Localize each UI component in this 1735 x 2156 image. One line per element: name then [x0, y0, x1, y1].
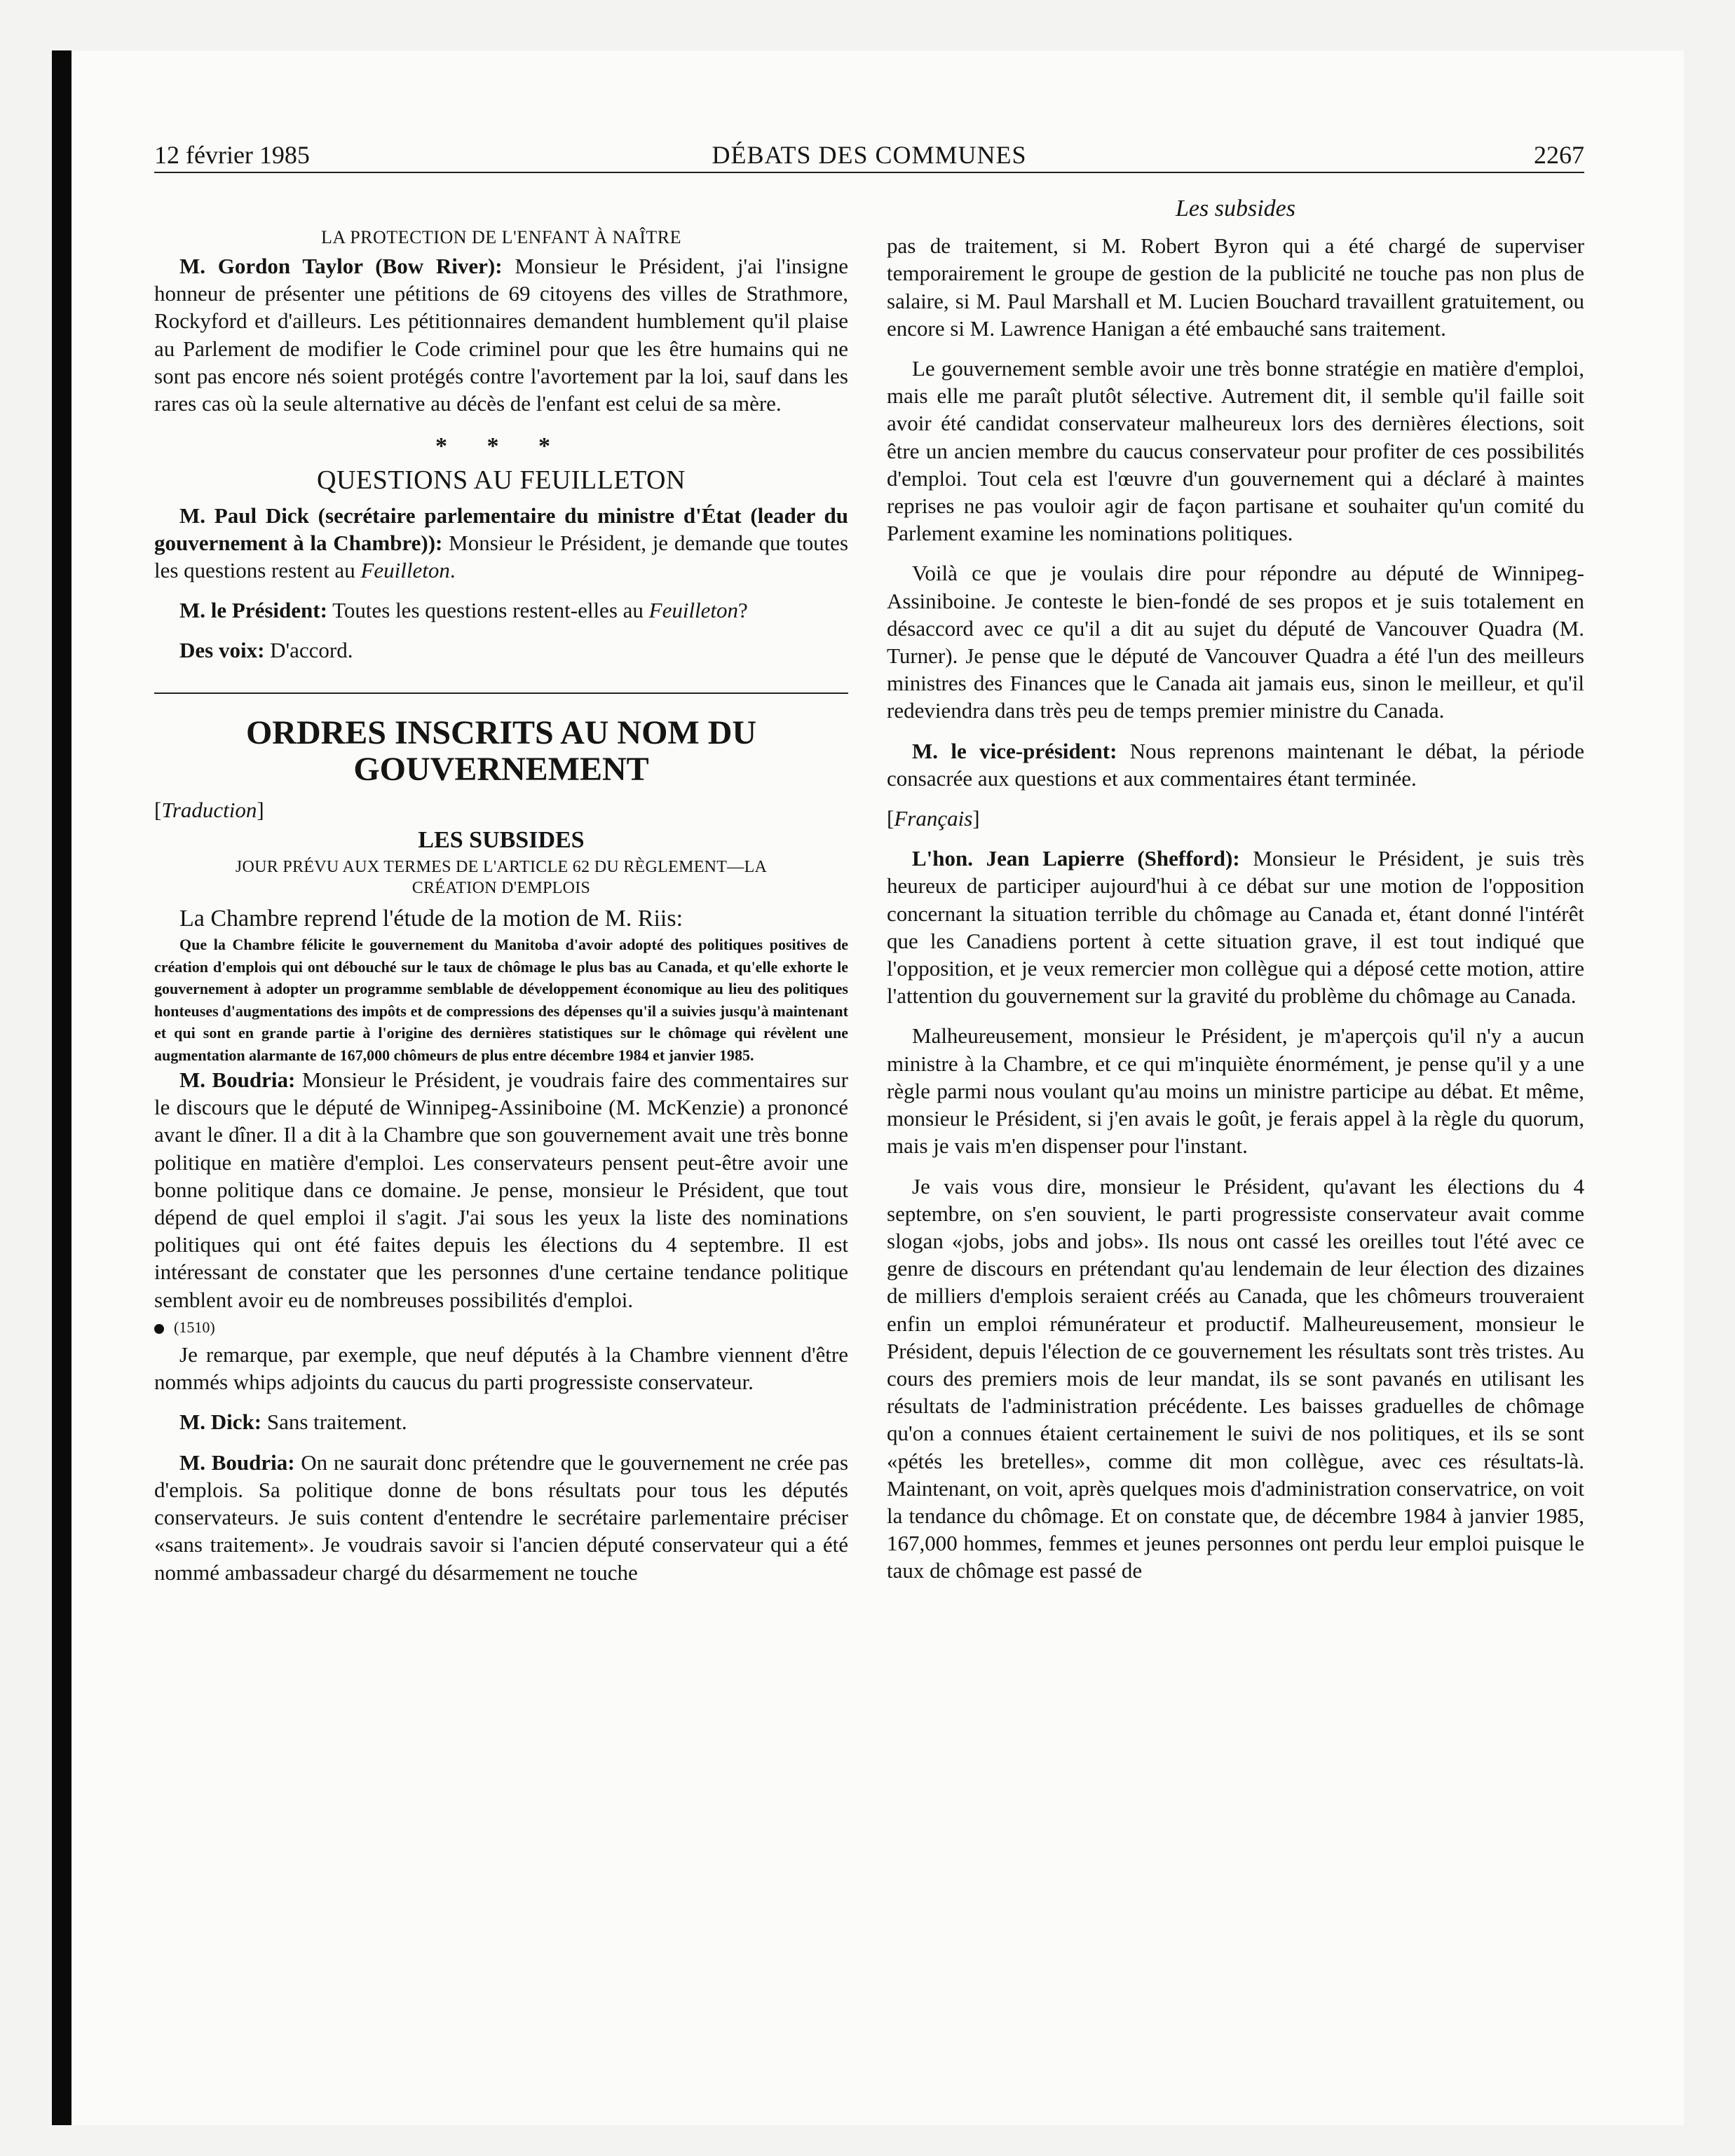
- speaker-name: M. Boudria:: [179, 1449, 295, 1475]
- paragraph: Le gouvernement semble avoir une très bonne stratégie en matière d'emploi, mais elle me paraît plutôt sélective. Autrement dit, il semble qu'il faille soit avoir été candidat conservateur malheureux lors des dernières élections, soit être un ancien membre du caucus conservateur pour profiter de ces possibilités d'emploi. Tout cela est l'œuvre d'un gouvernement qui a déclaré à maintes reprises ne pas vouloir agir de façon partisane et souhaiter qu'un comité du Parlement examine les nominations politiques.: [887, 356, 1584, 546]
- section-rule: [154, 692, 848, 694]
- speaker-name: M. Boudria:: [179, 1067, 296, 1093]
- orders-heading: [154, 715, 848, 788]
- time-marker: [154, 1314, 848, 1341]
- orders-heading-line-2: GOUVERNEMENT: [353, 750, 649, 788]
- motion-intro: La Chambre reprend l'étude de la motion de M. Riis:: [179, 906, 683, 932]
- subsides-subheading: [154, 857, 848, 899]
- petition-text: Monsieur le Président, j'ai l'insigne honneur de présenter une pétitions de 69 citoyens des villes de Strathmore, Rockyford et d'ailleurs. Les pétitionnaires demandent humblement qu'il plaise au Parlement de modifier le Code criminel pour que les être humains qui ne sont pas encore nés soient protégés contre l'avortement par la loi, sauf dans les rares cas où la seule alternative au décès de l'enfant est celui de sa mère.: [154, 254, 848, 416]
- speaker-name: M. Dick:: [179, 1410, 262, 1435]
- president-text-end: ?: [738, 598, 748, 623]
- running-head: Les subsides: [1176, 196, 1295, 221]
- boudria2-paragraph: [154, 1449, 848, 1586]
- traduction-label: Traduction: [161, 797, 257, 822]
- orders-heading-line-1: ORDRES INSCRITS AU NOM DU: [245, 714, 757, 751]
- paragraph: Je vais vous dire, monsieur le Président, qu'avant les élections du 4 septembre, on s'en souvient, le parti progressiste conservateur avait comme slogan «jobs, jobs and jobs». Ils nous ont cassé les oreilles tout l'été avec ce genre de discours en prétendant qu'au lendemain de leur élection des dizaines de milliers d'emplois seraient créés au Canada, que les chômeurs trouveraient enfin un emploi rémunérateur et productif. Malheureusement, monsieur le Président, depuis l'élection de ce gouvernement les résultats sont très tristes. Au cours des premiers mois de leur mandat, ils se sont pavanés en utilisant les résultats de l'administration précédente. Les baisses graduelles de chômage qu'on a connues étaient certainement le suivi de nos politiques, et ils se sont «pétés les bretelles», comme dit mon collègue, avec ces résultats-là. Maintenant, on voit, après quelques mois d'administration conservatrice, on voit la tendance du chômage. Et on constate que, de décembre 1984 à janvier 1985, 167,000 hommes, femmes et jeunes personnes ont perdu leur emploi puisque le taux de chômage est passé de: [887, 1173, 1584, 1583]
- header-title: DÉBATS DES COMMUNES: [712, 141, 1027, 169]
- header-rule: [154, 172, 1584, 173]
- francais-note: [887, 805, 1584, 832]
- speaker-name: M. Paul Dick (secrétaire parlementaire du ministre d'État (leader du gouvernement à la Chambre)):: [154, 503, 848, 555]
- bracket-open: [: [154, 797, 162, 822]
- feuilleton-italic: Feuilleton: [360, 558, 450, 583]
- voix-paragraph: [154, 636, 848, 664]
- speaker-name: L'hon. Jean Lapierre (Shefford):: [912, 846, 1240, 871]
- boudria-text: Monsieur le Président, je voudrais faire des commentaires sur le discours que le député de Winnipeg-Assiniboine (M. McKenzie) a prononcé avant le dîner. Il a dit à la Chambre que son gouvernement avait une très bonne politique en matière d'emploi. Les conservateurs pensent peut-être avoir une bonne politique dans ce domaine. Je pense, monsieur le Président, que tout dépend de quel emploi il s'agit. J'ai sous les yeux la liste des nominations politiques qui ont été faites depuis les élections du 4 septembre. Il est intéressant de constater que les personnes d'une certaine tendance politique semblent avoir eu de nombreuses possibilités d'emploi.: [154, 1067, 849, 1312]
- page-header: [154, 140, 1584, 175]
- dick2-paragraph: [154, 1408, 848, 1435]
- lapierre-text: Monsieur le Président, je suis très heureux de participer aujourd'hui à ce débat sur une motion de l'opposition concernant la situation terrible du chômage au Canada et, étant donné l'intérêt que les Canadiens portent à cette situation grave, il est tout indiqué que l'opposition, et je veux remercier mon collègue qui a déposé cette motion, attire l'attention du gouvernement sur la gravité du problème du chômage au Canada.: [887, 846, 1584, 1009]
- subsides-subheading-line-1: JOUR PRÉVU AUX TERMES DE L'ARTICLE 62 DU RÈGLEMENT—LA: [235, 858, 768, 877]
- paragraph: pas de traitement, si M. Robert Byron qui a été chargé de superviser temporairement le groupe de gestion de la publicité ne touche pas non plus de salaire, si M. Paul Marshall et M. Lucien Bouchard travaillent gratuitement, ou encore si M. Lawrence Hanigan a été embauché sans traitement.: [887, 233, 1584, 341]
- subsides-heading: LES SUBSIDES: [418, 826, 585, 853]
- petition-paragraph: [154, 252, 848, 417]
- dick-text-end: .: [449, 558, 456, 583]
- right-column: [887, 184, 1584, 1585]
- speaker-name: M. Gordon Taylor (Bow River):: [179, 254, 503, 278]
- boudria2-text: On ne saurait donc prétendre que le gouvernement ne crée pas d'emplois. Sa politique donne de bons résultats pour tous les députés conservateurs. Je suis content d'entendre le secrétaire parlementaire préciser «sans traitement». Je voudrais savoir si l'ancien député conservateur qui a été nommé ambassadeur chargé du désarmement ne touche: [154, 1449, 849, 1585]
- questions-heading: QUESTIONS AU FEUILLETON: [317, 465, 686, 496]
- header-date: 12 février 1985: [154, 141, 310, 169]
- speaker-name: Des voix:: [179, 638, 265, 663]
- paragraph: Voilà ce que je voulais dire pour répondre au député de Winnipeg-Assiniboine. Je conteste le bien-fondé de ses propos et je suis totalement en désaccord avec ce qu'il a dit au sujet du député de Vancouver Quadra (M. Turner). Je pense que le député de Vancouver Quadra a été l'un des meilleurs ministres des Finances que le Canada ait jamais eus, sinon le meilleur, et qu'il redeviendra dans très peu de temps premier ministre du Canada.: [887, 561, 1584, 723]
- left-column: [154, 184, 848, 1586]
- dick-text: Monsieur le Président, je demande que toutes les questions restent au: [154, 530, 849, 583]
- scan-margin: [0, 0, 25, 2156]
- dick2-text: Sans traitement.: [266, 1410, 407, 1435]
- vp-paragraph: [887, 737, 1584, 792]
- speaker-name: M. le Président:: [179, 598, 327, 623]
- remarque-paragraph: Je remarque, par exemple, que neuf députés à la Chambre viennent d'être nommés whips adjoints du caucus du parti progressiste conservateur.: [154, 1342, 848, 1395]
- speaker-name: M. le vice-président:: [912, 738, 1117, 763]
- lapierre-paragraph: [887, 845, 1584, 1009]
- boudria-paragraph: [154, 1066, 848, 1314]
- subsides-subheading-line-2: CRÉATION D'EMPLOIS: [411, 879, 591, 898]
- bullet-icon: [154, 1324, 164, 1334]
- scan-binding-shadow: [52, 50, 72, 2125]
- voix-text: D'accord.: [270, 638, 353, 663]
- section-separator: * * *: [435, 433, 567, 460]
- header-page-number: 2267: [1534, 141, 1584, 169]
- bracket-close: ]: [257, 797, 264, 822]
- vp-text: Nous reprenons maintenant le débat, la période consacrée aux questions et aux commentaires étant terminée.: [887, 738, 1584, 791]
- francais-label: Français: [894, 806, 973, 831]
- bracket-close: ]: [972, 806, 980, 831]
- dick-paragraph: [154, 502, 848, 585]
- motion-text: Que la Chambre félicite le gouvernement du Manitoba d'avoir adopté des politiques positives de création d'emplois qui ont débouché sur le taux de chômage le plus bas au Canada, et qu'elle exhorte le gouvernement à adopter un programme semblable de développement économique au lieu des politiques honteuses d'augmentations des impôts et de compressions des dépenses qu'il a suivies jusqu'à maintenant et qui sont en grande partie à l'origine des dernières statistiques sur le chômage qui révèlent une augmentation alarmante de 167,000 chômeurs de plus entre décembre 1984 et janvier 1985.: [154, 936, 848, 1064]
- feuilleton-italic: Feuilleton: [648, 598, 739, 623]
- president-text: Toutes les questions restent-elles au: [332, 598, 644, 623]
- paragraph: Malheureusement, monsieur le Président, je m'aperçois qu'il n'y a aucun ministre à la Chambre, et ce qui m'inquiète énormément, je pense qu'il y a une règle parmi nous voulant qu'au moins un ministre participe au débat. Et même, monsieur le Président, si j'en avais le goût, je ferais appel à la règle du quorum, mais je vais m'en dispenser pour l'instant.: [887, 1023, 1584, 1159]
- traduction-note: [154, 796, 848, 824]
- bracket-open: [: [887, 806, 894, 831]
- petition-heading: LA PROTECTION DE L'ENFANT À NAÎTRE: [321, 227, 681, 247]
- president-paragraph: [154, 596, 848, 624]
- time-marker-text: (1510): [174, 1318, 215, 1336]
